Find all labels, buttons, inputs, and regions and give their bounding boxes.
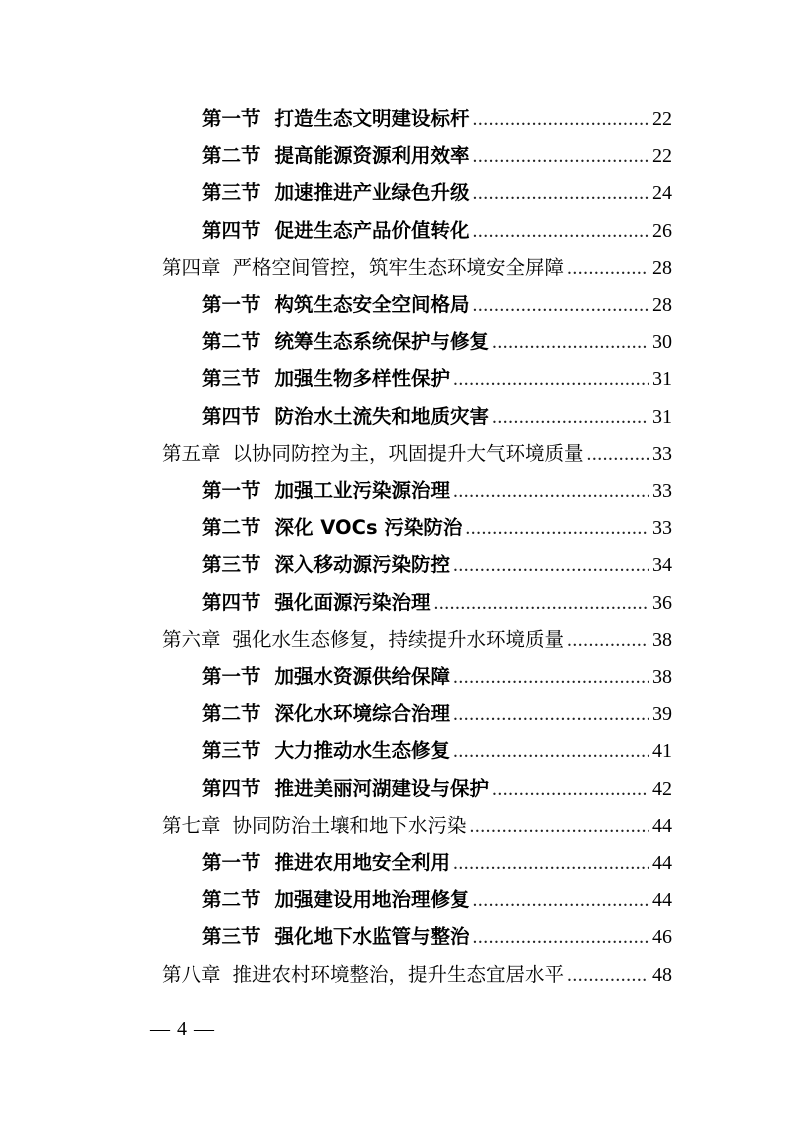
dot-leader [465, 510, 649, 548]
toc-entry-number: 第二节 [202, 144, 261, 168]
toc-entry-page: 28 [652, 256, 672, 279]
toc-entry-number: 第二节 [202, 888, 261, 912]
toc-entry-number: 第四节 [202, 404, 261, 428]
dot-leader [453, 696, 649, 734]
toc-section-entry [202, 174, 672, 212]
toc-entry-number: 第三节 [202, 925, 261, 949]
toc-section-entry [202, 360, 672, 398]
dot-leader [567, 957, 649, 995]
toc-entry-page: 31 [652, 368, 672, 391]
toc-entry-number: 第二节 [202, 702, 261, 726]
toc-section-entry [202, 881, 672, 919]
toc-entry-page: 38 [652, 628, 672, 651]
toc-entry-title: 构筑生态安全空间格局 [274, 293, 470, 316]
dot-leader [492, 399, 649, 437]
toc-section-entry [202, 770, 672, 808]
toc-entry-page: 33 [652, 480, 672, 502]
toc-section-entry [202, 212, 672, 250]
dot-leader [473, 138, 649, 176]
toc-entry-page: 31 [652, 405, 672, 428]
toc-section-entry [202, 100, 672, 138]
toc-entry-title: 加速推进产业绿色升级 [274, 181, 470, 205]
toc-section-entry [202, 546, 672, 584]
dot-leader [453, 361, 649, 399]
toc-entry-page: 30 [652, 331, 672, 354]
toc-entry-number: 第一节 [202, 293, 261, 316]
toc-section-entry [202, 286, 672, 324]
dot-leader [470, 808, 649, 846]
dot-leader [473, 919, 649, 957]
dot-leader [492, 324, 649, 362]
dot-leader [453, 845, 649, 883]
toc-entry-title: 大力推动水生态修复 [274, 739, 451, 763]
dot-leader [453, 659, 649, 697]
toc-section-entry [202, 323, 672, 361]
toc-entry-number: 第四节 [202, 218, 261, 242]
toc-entry-title: 强化地下水监管与整治 [274, 925, 470, 949]
toc-entry-page: 26 [652, 219, 672, 242]
toc-section-entry [202, 584, 672, 622]
toc-entry-page: 33 [652, 517, 672, 540]
toc-entry-number: 第三节 [202, 739, 261, 763]
toc-entry-page: 44 [652, 889, 672, 912]
dot-leader [473, 882, 649, 920]
toc-chapter-entry [162, 807, 672, 845]
toc-entry-title: 深入移动源污染防控 [274, 553, 451, 577]
toc-entry-title: 统筹生态系统保护与修复 [274, 330, 490, 354]
toc-entry-title: 深化 VOCs 污染防治 [274, 516, 463, 540]
toc-entry-number: 第一节 [202, 479, 261, 502]
toc-entry-title: 加强工业污染源治理 [274, 479, 451, 502]
toc-chapter-entry [162, 435, 672, 473]
toc-entry-page: 41 [652, 740, 672, 763]
toc-entry-title: 推进农村环境整治，提升生态宜居水平 [232, 962, 565, 986]
toc-chapter-entry [162, 956, 672, 994]
toc-entry-title: 推进农用地安全利用 [274, 851, 451, 874]
toc-section-entry [202, 398, 672, 436]
toc-entry-number: 第三节 [202, 181, 261, 205]
toc-entry-number: 第五章 [162, 441, 221, 465]
toc-entry-number: 第六章 [162, 627, 221, 651]
toc-entry-title: 提高能源资源利用效率 [274, 144, 470, 168]
toc-entry-title: 促进生态产品价值转化 [274, 218, 470, 242]
dot-leader [473, 287, 649, 325]
dot-leader [473, 101, 649, 139]
dot-leader [567, 622, 649, 660]
dot-leader [453, 733, 649, 771]
toc-entry-page: 24 [652, 182, 672, 205]
toc-entry-title: 加强水资源供给保障 [274, 665, 451, 688]
toc-section-entry [202, 695, 672, 733]
toc-entry-title: 深化水环境综合治理 [274, 702, 451, 726]
toc-chapter-entry [162, 249, 672, 287]
toc-entry-number: 第二节 [202, 330, 261, 354]
dot-leader [492, 771, 649, 809]
toc-entry-number: 第八章 [162, 962, 221, 986]
toc-entry-title: 强化水生态修复，持续提升水环境质量 [232, 627, 565, 651]
toc-entry-number: 第二节 [202, 516, 261, 540]
dot-leader [587, 436, 649, 474]
toc-entry-number: 第一节 [202, 107, 261, 130]
toc-entry-page: 28 [652, 294, 672, 316]
toc-entry-title: 加强生物多样性保护 [274, 367, 451, 391]
toc-chapter-entry [162, 621, 672, 659]
toc-section-entry [202, 472, 672, 510]
toc-entry-page: 39 [652, 703, 672, 726]
dot-leader [567, 250, 649, 288]
dot-leader [473, 213, 649, 251]
toc-section-entry [202, 732, 672, 770]
toc-entry-page: 44 [652, 814, 672, 837]
toc-entry-title: 严格空间管控，筑牢生态环境安全屏障 [232, 255, 565, 279]
toc-section-entry [202, 918, 672, 956]
toc-entry-number: 第三节 [202, 367, 261, 391]
toc-entry-number: 第四节 [202, 590, 261, 614]
toc-entry-title: 加强建设用地治理修复 [274, 888, 470, 912]
toc-entry-title: 防治水土流失和地质灾害 [274, 404, 490, 428]
toc-entry-title: 推进美丽河湖建设与保护 [274, 776, 490, 800]
toc-entry-number: 第一节 [202, 665, 261, 688]
toc-entry-page: 33 [652, 442, 672, 465]
dot-leader [453, 547, 649, 585]
toc-entry-title: 协同防治土壤和地下水污染 [232, 813, 467, 837]
toc-entry-page: 38 [652, 666, 672, 688]
toc-entry-number: 第一节 [202, 851, 261, 874]
dot-leader [434, 585, 649, 623]
toc-entry-page: 22 [652, 145, 672, 168]
dot-leader [453, 473, 649, 511]
toc-entry-title: 打造生态文明建设标杆 [274, 107, 470, 130]
toc-entry-number: 第四节 [202, 776, 261, 800]
toc-entry-title: 以协同防控为主，巩固提升大气环境质量 [232, 441, 584, 465]
toc-entry-number: 第三节 [202, 553, 261, 577]
toc-entry-page: 34 [652, 554, 672, 577]
toc-entry-page: 44 [652, 852, 672, 874]
toc-entry-number: 第七章 [162, 813, 221, 837]
page-number: — 4 — [150, 1018, 215, 1040]
toc-entry-page: 22 [652, 108, 672, 130]
toc-entry-page: 48 [652, 963, 672, 986]
toc-entry-page: 36 [652, 591, 672, 614]
toc-section-entry [202, 137, 672, 175]
toc-section-entry [202, 658, 672, 696]
dot-leader [473, 175, 649, 213]
toc-entry-number: 第四章 [162, 255, 221, 279]
toc-section-entry [202, 509, 672, 547]
toc-entry-title: 强化面源污染治理 [274, 590, 431, 614]
toc-section-entry [202, 844, 672, 882]
toc-entry-page: 46 [652, 926, 672, 949]
toc-entry-page: 42 [652, 777, 672, 800]
